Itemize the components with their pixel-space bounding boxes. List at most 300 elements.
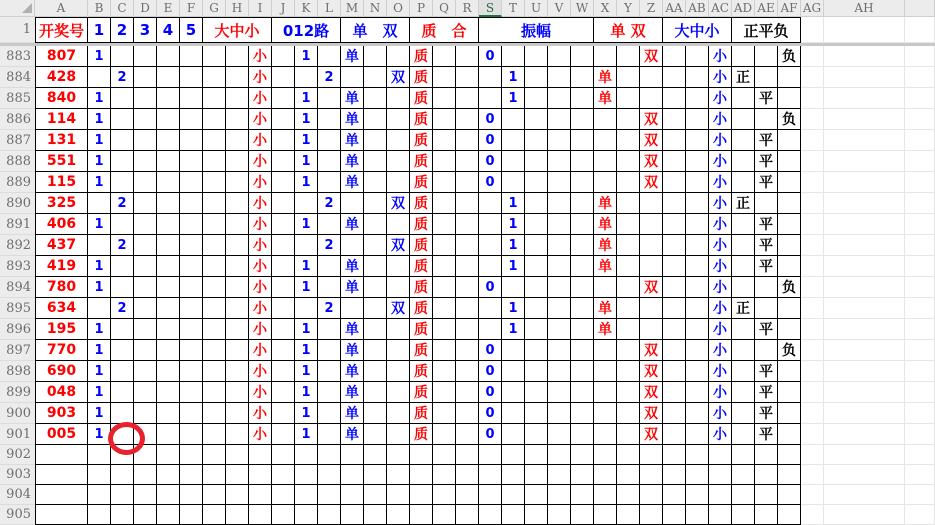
cell-S892[interactable] — [479, 235, 502, 256]
cell-AF897[interactable]: 负 — [778, 340, 801, 361]
cell-C899[interactable] — [111, 382, 134, 403]
cell-U897[interactable] — [525, 340, 548, 361]
cell-X887[interactable] — [594, 130, 617, 151]
cell-W899[interactable] — [571, 382, 594, 403]
cell-F890[interactable] — [180, 193, 203, 214]
cell-L892[interactable]: 2 — [318, 235, 341, 256]
cell-X904[interactable] — [594, 485, 617, 505]
cell-edge900[interactable] — [905, 403, 935, 424]
cell-F891[interactable] — [180, 214, 203, 235]
cell-AC883[interactable]: 小 — [709, 46, 732, 67]
cell-T884[interactable]: 1 — [502, 67, 525, 88]
cell-C896[interactable] — [111, 319, 134, 340]
cell-V903[interactable] — [548, 465, 571, 485]
cell-D892[interactable] — [134, 235, 157, 256]
cell-H892[interactable] — [226, 235, 249, 256]
cell-X896[interactable]: 单 — [594, 319, 617, 340]
cell-K892[interactable] — [295, 235, 318, 256]
cell-L899[interactable] — [318, 382, 341, 403]
cell-B901[interactable]: 1 — [88, 424, 111, 445]
header-cell-S1[interactable]: 振幅 — [479, 17, 594, 43]
header-cell-P1[interactable]: 质 合 — [410, 17, 479, 43]
cell-AH894[interactable] — [824, 277, 905, 298]
cell-F884[interactable] — [180, 67, 203, 88]
cell-AB901[interactable] — [686, 424, 709, 445]
header-cell-D1[interactable]: 3 — [134, 17, 157, 43]
cell-AA891[interactable] — [663, 214, 686, 235]
cell-D893[interactable] — [134, 256, 157, 277]
cell-I899[interactable]: 小 — [249, 382, 272, 403]
row-header-905[interactable]: 905 — [0, 505, 35, 525]
cell-Z890[interactable] — [640, 193, 663, 214]
cell-I884[interactable]: 小 — [249, 67, 272, 88]
cell-C889[interactable] — [111, 172, 134, 193]
cell-H888[interactable] — [226, 151, 249, 172]
cell-Q901[interactable] — [433, 424, 456, 445]
cell-B883[interactable]: 1 — [88, 46, 111, 67]
cell-T899[interactable] — [502, 382, 525, 403]
column-header-D[interactable]: D — [134, 0, 157, 17]
column-header-E[interactable]: E — [157, 0, 180, 17]
cell-R893[interactable] — [456, 256, 479, 277]
cell-AD890[interactable]: 正 — [732, 193, 755, 214]
cell-U904[interactable] — [525, 485, 548, 505]
cell-Y898[interactable] — [617, 361, 640, 382]
cell-edge892[interactable] — [905, 235, 935, 256]
cell-B902[interactable] — [88, 445, 111, 465]
row-header-889[interactable]: 889 — [0, 172, 35, 193]
cell-W888[interactable] — [571, 151, 594, 172]
cell-W884[interactable] — [571, 67, 594, 88]
cell-K904[interactable] — [295, 485, 318, 505]
cell-edge883[interactable] — [905, 46, 935, 67]
cell-edge887[interactable] — [905, 130, 935, 151]
cell-U886[interactable] — [525, 109, 548, 130]
cell-M897[interactable]: 单 — [341, 340, 364, 361]
cell-N883[interactable] — [364, 46, 387, 67]
cell-E890[interactable] — [157, 193, 180, 214]
cell-AH883[interactable] — [824, 46, 905, 67]
cell-B895[interactable] — [88, 298, 111, 319]
header-cell-B1[interactable]: 1 — [88, 17, 111, 43]
column-header-J[interactable]: J — [272, 0, 295, 17]
cell-E889[interactable] — [157, 172, 180, 193]
cell-Y883[interactable] — [617, 46, 640, 67]
cell-M898[interactable]: 单 — [341, 361, 364, 382]
cell-Q898[interactable] — [433, 361, 456, 382]
cell-U884[interactable] — [525, 67, 548, 88]
cell-Z887[interactable]: 双 — [640, 130, 663, 151]
cell-V889[interactable] — [548, 172, 571, 193]
cell-AG904[interactable] — [801, 485, 824, 505]
row-header-904[interactable]: 904 — [0, 485, 35, 505]
cell-S893[interactable] — [479, 256, 502, 277]
cell-V899[interactable] — [548, 382, 571, 403]
cell-F900[interactable] — [180, 403, 203, 424]
cell-R901[interactable] — [456, 424, 479, 445]
cell-AD889[interactable] — [732, 172, 755, 193]
cell-AE886[interactable] — [755, 109, 778, 130]
cell-O885[interactable] — [387, 88, 410, 109]
cell-S898[interactable]: 0 — [479, 361, 502, 382]
cell-AC886[interactable]: 小 — [709, 109, 732, 130]
cell-AD894[interactable] — [732, 277, 755, 298]
cell-K884[interactable] — [295, 67, 318, 88]
cell-AG895[interactable] — [801, 298, 824, 319]
cell-J888[interactable] — [272, 151, 295, 172]
column-header-Q[interactable]: Q — [433, 0, 456, 17]
row-header-899[interactable]: 899 — [0, 382, 35, 403]
cell-Z903[interactable] — [640, 465, 663, 485]
cell-A905[interactable] — [35, 505, 88, 525]
cell-N885[interactable] — [364, 88, 387, 109]
cell-AA885[interactable] — [663, 88, 686, 109]
cell-X884[interactable]: 单 — [594, 67, 617, 88]
cell-edge886[interactable] — [905, 109, 935, 130]
cell-AE890[interactable] — [755, 193, 778, 214]
column-header-C[interactable]: C — [111, 0, 134, 17]
column-header-AA[interactable]: AA — [663, 0, 686, 17]
cell-J892[interactable] — [272, 235, 295, 256]
cell-H883[interactable] — [226, 46, 249, 67]
cell-M903[interactable] — [341, 465, 364, 485]
cell-M883[interactable]: 单 — [341, 46, 364, 67]
cell-AD885[interactable] — [732, 88, 755, 109]
cell-V901[interactable] — [548, 424, 571, 445]
cell-Y892[interactable] — [617, 235, 640, 256]
cell-AC893[interactable]: 小 — [709, 256, 732, 277]
cell-AG897[interactable] — [801, 340, 824, 361]
cell-N893[interactable] — [364, 256, 387, 277]
cell-AF904[interactable] — [778, 485, 801, 505]
cell-AA900[interactable] — [663, 403, 686, 424]
cell-C891[interactable] — [111, 214, 134, 235]
cell-U900[interactable] — [525, 403, 548, 424]
cell-J889[interactable] — [272, 172, 295, 193]
cell-J891[interactable] — [272, 214, 295, 235]
cell-I901[interactable]: 小 — [249, 424, 272, 445]
cell-AH899[interactable] — [824, 382, 905, 403]
cell-Y900[interactable] — [617, 403, 640, 424]
cell-Y890[interactable] — [617, 193, 640, 214]
cell-G903[interactable] — [203, 465, 226, 485]
cell-E891[interactable] — [157, 214, 180, 235]
cell-H900[interactable] — [226, 403, 249, 424]
cell-E884[interactable] — [157, 67, 180, 88]
cell-O888[interactable] — [387, 151, 410, 172]
cell-G897[interactable] — [203, 340, 226, 361]
cell-N894[interactable] — [364, 277, 387, 298]
cell-X897[interactable] — [594, 340, 617, 361]
cell-A884[interactable]: 428 — [35, 67, 88, 88]
cell-T891[interactable]: 1 — [502, 214, 525, 235]
cell-B900[interactable]: 1 — [88, 403, 111, 424]
cell-AH896[interactable] — [824, 319, 905, 340]
column-header-AH[interactable]: AH — [824, 0, 905, 17]
cell-U889[interactable] — [525, 172, 548, 193]
cell-AA890[interactable] — [663, 193, 686, 214]
row-header-902[interactable]: 902 — [0, 445, 35, 465]
cell-L901[interactable] — [318, 424, 341, 445]
cell-edge901[interactable] — [905, 424, 935, 445]
cell-C893[interactable] — [111, 256, 134, 277]
cell-N895[interactable] — [364, 298, 387, 319]
cell-E893[interactable] — [157, 256, 180, 277]
cell-X886[interactable] — [594, 109, 617, 130]
cell-F902[interactable] — [180, 445, 203, 465]
cell-P898[interactable]: 质 — [410, 361, 433, 382]
cell-Q887[interactable] — [433, 130, 456, 151]
cell-AD900[interactable] — [732, 403, 755, 424]
cell-N904[interactable] — [364, 485, 387, 505]
cell-K891[interactable]: 1 — [295, 214, 318, 235]
cell-AB886[interactable] — [686, 109, 709, 130]
cell-J887[interactable] — [272, 130, 295, 151]
cell-AB903[interactable] — [686, 465, 709, 485]
cell-P901[interactable]: 质 — [410, 424, 433, 445]
cell-AE904[interactable] — [755, 485, 778, 505]
cell-N901[interactable] — [364, 424, 387, 445]
cell-M905[interactable] — [341, 505, 364, 525]
cell-R905[interactable] — [456, 505, 479, 525]
cell-J894[interactable] — [272, 277, 295, 298]
cell-G894[interactable] — [203, 277, 226, 298]
cell-AH885[interactable] — [824, 88, 905, 109]
cell-O892[interactable]: 双 — [387, 235, 410, 256]
cell-I900[interactable]: 小 — [249, 403, 272, 424]
cell-Z904[interactable] — [640, 485, 663, 505]
cell-X899[interactable] — [594, 382, 617, 403]
cell-B896[interactable]: 1 — [88, 319, 111, 340]
cell-edge893[interactable] — [905, 256, 935, 277]
cell-K895[interactable] — [295, 298, 318, 319]
cell-Y901[interactable] — [617, 424, 640, 445]
cell-AF894[interactable]: 负 — [778, 277, 801, 298]
cell-Y894[interactable] — [617, 277, 640, 298]
cell-Y902[interactable] — [617, 445, 640, 465]
cell-L894[interactable] — [318, 277, 341, 298]
cell-F883[interactable] — [180, 46, 203, 67]
cell-edge902[interactable] — [905, 445, 935, 465]
cell-AE900[interactable]: 平 — [755, 403, 778, 424]
cell-Y897[interactable] — [617, 340, 640, 361]
cell-N897[interactable] — [364, 340, 387, 361]
cell-Z891[interactable] — [640, 214, 663, 235]
cell-AB885[interactable] — [686, 88, 709, 109]
cell-D900[interactable] — [134, 403, 157, 424]
cell-C886[interactable] — [111, 109, 134, 130]
cell-A899[interactable]: 048 — [35, 382, 88, 403]
cell-B886[interactable]: 1 — [88, 109, 111, 130]
cell-E894[interactable] — [157, 277, 180, 298]
column-header-G[interactable]: G — [203, 0, 226, 17]
cell-S888[interactable]: 0 — [479, 151, 502, 172]
cell-R886[interactable] — [456, 109, 479, 130]
cell-W904[interactable] — [571, 485, 594, 505]
cell-X892[interactable]: 单 — [594, 235, 617, 256]
cell-K899[interactable]: 1 — [295, 382, 318, 403]
cell-L890[interactable]: 2 — [318, 193, 341, 214]
cell-N905[interactable] — [364, 505, 387, 525]
cell-AA899[interactable] — [663, 382, 686, 403]
cell-S899[interactable]: 0 — [479, 382, 502, 403]
cell-H887[interactable] — [226, 130, 249, 151]
cell-edge897[interactable] — [905, 340, 935, 361]
cell-P892[interactable]: 质 — [410, 235, 433, 256]
cell-T894[interactable] — [502, 277, 525, 298]
cell-L904[interactable] — [318, 485, 341, 505]
cell-I903[interactable] — [249, 465, 272, 485]
cell-S904[interactable] — [479, 485, 502, 505]
cell-A885[interactable]: 840 — [35, 88, 88, 109]
cell-U887[interactable] — [525, 130, 548, 151]
cell-K885[interactable]: 1 — [295, 88, 318, 109]
cell-Q890[interactable] — [433, 193, 456, 214]
cell-J903[interactable] — [272, 465, 295, 485]
cell-W902[interactable] — [571, 445, 594, 465]
cell-L893[interactable] — [318, 256, 341, 277]
cell-AH902[interactable] — [824, 445, 905, 465]
cell-edge896[interactable] — [905, 319, 935, 340]
cell-A883[interactable]: 807 — [35, 46, 88, 67]
cell-edge905[interactable] — [905, 505, 935, 525]
cell-AG905[interactable] — [801, 505, 824, 525]
cell-AG884[interactable] — [801, 67, 824, 88]
cell-A888[interactable]: 551 — [35, 151, 88, 172]
cell-J883[interactable] — [272, 46, 295, 67]
column-header-K[interactable]: K — [295, 0, 318, 17]
cell-V891[interactable] — [548, 214, 571, 235]
cell-A886[interactable]: 114 — [35, 109, 88, 130]
cell-U883[interactable] — [525, 46, 548, 67]
cell-P885[interactable]: 质 — [410, 88, 433, 109]
cell-M902[interactable] — [341, 445, 364, 465]
cell-AA897[interactable] — [663, 340, 686, 361]
cell-AC885[interactable]: 小 — [709, 88, 732, 109]
cell-F904[interactable] — [180, 485, 203, 505]
cell-W885[interactable] — [571, 88, 594, 109]
cell-H889[interactable] — [226, 172, 249, 193]
column-header-Y[interactable]: Y — [617, 0, 640, 17]
cell-AF898[interactable] — [778, 361, 801, 382]
cell-G900[interactable] — [203, 403, 226, 424]
cell-Q893[interactable] — [433, 256, 456, 277]
cell-J900[interactable] — [272, 403, 295, 424]
cell-K905[interactable] — [295, 505, 318, 525]
cell-Y887[interactable] — [617, 130, 640, 151]
cell-Z896[interactable] — [640, 319, 663, 340]
cell-I891[interactable]: 小 — [249, 214, 272, 235]
cell-AG887[interactable] — [801, 130, 824, 151]
cell-S896[interactable] — [479, 319, 502, 340]
cell-O883[interactable] — [387, 46, 410, 67]
cell-W897[interactable] — [571, 340, 594, 361]
cell-T888[interactable] — [502, 151, 525, 172]
cell-F887[interactable] — [180, 130, 203, 151]
cell-J885[interactable] — [272, 88, 295, 109]
cell-A903[interactable] — [35, 465, 88, 485]
cell-AG894[interactable] — [801, 277, 824, 298]
cell-AA898[interactable] — [663, 361, 686, 382]
cell-F901[interactable] — [180, 424, 203, 445]
cell-F894[interactable] — [180, 277, 203, 298]
cell-I887[interactable]: 小 — [249, 130, 272, 151]
cell-U898[interactable] — [525, 361, 548, 382]
cell-L884[interactable]: 2 — [318, 67, 341, 88]
cell-AC894[interactable]: 小 — [709, 277, 732, 298]
cell-W898[interactable] — [571, 361, 594, 382]
red-circle-annotation[interactable] — [108, 422, 145, 455]
cell-I892[interactable]: 小 — [249, 235, 272, 256]
cell-S901[interactable]: 0 — [479, 424, 502, 445]
cell-X902[interactable] — [594, 445, 617, 465]
cell-AC892[interactable]: 小 — [709, 235, 732, 256]
cell-AE901[interactable]: 平 — [755, 424, 778, 445]
cell-AG1[interactable] — [801, 17, 824, 43]
cell-K896[interactable]: 1 — [295, 319, 318, 340]
cell-I897[interactable]: 小 — [249, 340, 272, 361]
cell-W892[interactable] — [571, 235, 594, 256]
cell-AE891[interactable]: 平 — [755, 214, 778, 235]
cell-H899[interactable] — [226, 382, 249, 403]
cell-T898[interactable] — [502, 361, 525, 382]
cell-AG889[interactable] — [801, 172, 824, 193]
cell-AD899[interactable] — [732, 382, 755, 403]
cell-M884[interactable] — [341, 67, 364, 88]
cell-AE902[interactable] — [755, 445, 778, 465]
cell-W894[interactable] — [571, 277, 594, 298]
cell-AF888[interactable] — [778, 151, 801, 172]
cell-V894[interactable] — [548, 277, 571, 298]
column-header-A[interactable]: A — [35, 0, 88, 17]
cell-edge890[interactable] — [905, 193, 935, 214]
cell-P895[interactable]: 质 — [410, 298, 433, 319]
cell-D896[interactable] — [134, 319, 157, 340]
row-header-891[interactable]: 891 — [0, 214, 35, 235]
cell-G892[interactable] — [203, 235, 226, 256]
cell-V892[interactable] — [548, 235, 571, 256]
cell-I889[interactable]: 小 — [249, 172, 272, 193]
cell-H903[interactable] — [226, 465, 249, 485]
cell-X901[interactable] — [594, 424, 617, 445]
cell-M901[interactable]: 单 — [341, 424, 364, 445]
cell-AD887[interactable] — [732, 130, 755, 151]
cell-E901[interactable] — [157, 424, 180, 445]
cell-AH889[interactable] — [824, 172, 905, 193]
cell-A902[interactable] — [35, 445, 88, 465]
cell-edge898[interactable] — [905, 361, 935, 382]
cell-AC899[interactable]: 小 — [709, 382, 732, 403]
cell-AD904[interactable] — [732, 485, 755, 505]
cell-Q889[interactable] — [433, 172, 456, 193]
cell-AH905[interactable] — [824, 505, 905, 525]
header-cell-A1[interactable]: 开奖号 — [35, 17, 88, 43]
cell-L888[interactable] — [318, 151, 341, 172]
cell-AH891[interactable] — [824, 214, 905, 235]
cell-H893[interactable] — [226, 256, 249, 277]
cell-AB894[interactable] — [686, 277, 709, 298]
cell-D891[interactable] — [134, 214, 157, 235]
row-header-1[interactable]: 1 — [0, 17, 35, 43]
cell-I898[interactable]: 小 — [249, 361, 272, 382]
cell-E886[interactable] — [157, 109, 180, 130]
cell-W900[interactable] — [571, 403, 594, 424]
cell-F889[interactable] — [180, 172, 203, 193]
cell-N902[interactable] — [364, 445, 387, 465]
cell-X898[interactable] — [594, 361, 617, 382]
cell-F885[interactable] — [180, 88, 203, 109]
cell-C895[interactable]: 2 — [111, 298, 134, 319]
